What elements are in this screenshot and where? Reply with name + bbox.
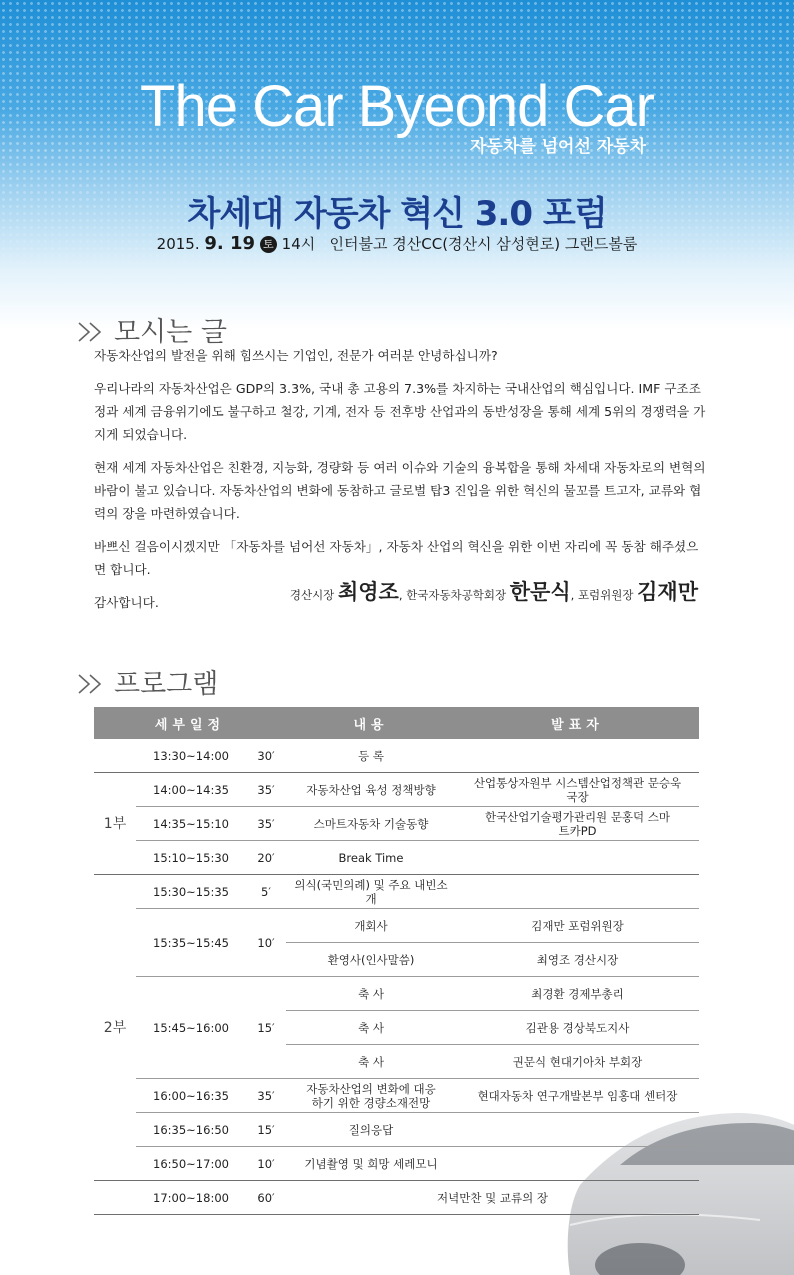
time-cell: 16:50~17:00: [136, 1147, 246, 1181]
speaker-cell: [456, 739, 699, 773]
content-cell: 자동차산업 육성 정책방향: [286, 773, 456, 807]
event-year: 2015.: [156, 235, 200, 253]
letter-paragraph: 현재 세계 자동차산업은 친환경, 지능화, 경량화 등 여러 이슈와 기술의 융복합을 통해 차세대 자동차로의 변혁의 바람이 불고 있습니다. 자동차산업의 변화에 동참하고 글로벌 탑3 진입을 위한 혁신의 물꼬를 트고자, 교류와 협력의 장을 마련하였습니다.: [94, 460, 706, 521]
duration-cell: 5′: [246, 875, 286, 909]
speaker-cell: [456, 841, 699, 875]
signer-title: 포럼위원장: [577, 588, 634, 602]
signer-name: 한문식: [509, 579, 571, 604]
column-header-schedule: 세부일정: [94, 707, 286, 739]
subtitle-korean: 자동차를 넘어선 자동차: [470, 137, 647, 157]
time-cell: 14:00~14:35: [136, 773, 246, 807]
table-row: [94, 1079, 699, 1113]
table-row: [94, 1181, 699, 1215]
speaker-cell: 한국산업기술평가관리원 문홍덕 스마트카PD: [456, 807, 699, 841]
table-row: [94, 773, 699, 807]
content-cell: 질의응답: [286, 1113, 456, 1147]
duration-cell: 30′: [246, 739, 286, 773]
table-row: [94, 807, 699, 841]
event-date: 9. 19: [204, 233, 256, 254]
speaker-cell: 산업통상자원부 시스템산업정책관 문승욱 국장: [456, 773, 699, 807]
duration-cell: 35′: [246, 773, 286, 807]
signer-title: 경산시장: [289, 588, 335, 602]
part-label: 2부: [94, 875, 136, 1181]
speaker-cell: [456, 875, 699, 909]
part-label: 1부: [94, 773, 136, 875]
double-chevron-icon: [76, 321, 108, 343]
content-cell: 등 록: [286, 739, 456, 773]
duration-cell: 60′: [246, 1181, 286, 1215]
speaker-cell: [456, 1147, 699, 1181]
letter-paragraph: 감사합니다.: [94, 595, 159, 610]
invitation-letter: [94, 344, 706, 614]
speaker-cell: 현대자동차 연구개발본부 임홍대 센터장: [456, 1079, 699, 1113]
event-time: 14시: [281, 235, 316, 253]
duration-cell: 15′: [246, 1113, 286, 1147]
duration-cell: 35′: [246, 807, 286, 841]
part-cell: [94, 739, 136, 773]
content-cell: 저녁만찬 및 교류의 장: [286, 1181, 699, 1215]
time-cell: 13:30~14:00: [136, 739, 246, 773]
time-cell: 15:10~15:30: [136, 841, 246, 875]
content-cell: 자동차산업의 변화에 대응하기 위한 경량소재전망: [286, 1079, 456, 1113]
letter-paragraph: 자동차산업의 발전을 위해 힘쓰시는 기업인, 전문가 여러분 안녕하십니까?: [94, 348, 498, 363]
signature-line: 경산시장 최영조, 한국자동차공학회장 한문식, 포럼위원장 김재만: [289, 579, 698, 604]
column-header-speaker: 발표자: [456, 707, 699, 739]
invitation-heading-text: 모시는 글: [114, 317, 227, 348]
signer-name: 김재만: [637, 579, 698, 604]
speaker-cell: 김관용 경상북도지사: [456, 1011, 699, 1045]
part-cell: [94, 1181, 136, 1215]
content-cell: 개회사: [286, 909, 456, 943]
double-chevron-icon: [76, 673, 108, 695]
speaker-cell: 권문식 현대기아차 부회장: [456, 1045, 699, 1079]
speaker-cell: [456, 1113, 699, 1147]
time-cell: 14:35~15:10: [136, 807, 246, 841]
time-cell: 16:00~16:35: [136, 1079, 246, 1113]
duration-cell: 20′: [246, 841, 286, 875]
time-cell: 17:00~18:00: [136, 1181, 246, 1215]
table-row: [94, 739, 699, 773]
program-heading: [76, 662, 218, 701]
signer-title: 한국자동차공학회장: [406, 588, 507, 602]
table-row: [94, 1147, 699, 1181]
content-cell: 축 사: [286, 1011, 456, 1045]
title-english: The Car Byeond Car: [140, 74, 654, 139]
duration-cell: 35′: [246, 1079, 286, 1113]
event-day-badge: 토: [260, 236, 277, 253]
content-cell: 기념촬영 및 희망 세레모니: [286, 1147, 456, 1181]
duration-cell: 10′: [246, 1147, 286, 1181]
content-cell: 스마트자동차 기술동향: [286, 807, 456, 841]
table-header-row: [94, 707, 699, 739]
time-cell: 15:45~16:00: [136, 977, 246, 1079]
event-venue: 인터불고 경산CC(경산시 삼성현로) 그랜드볼룸: [329, 235, 638, 253]
speaker-cell: 김재만 포럼위원장: [456, 909, 699, 943]
content-cell: Break Time: [286, 841, 456, 875]
forum-title: 차세대 자동차 혁신 3.0 포럼: [187, 194, 607, 234]
column-header-content: 내용: [286, 707, 456, 739]
program-table: [94, 707, 699, 1215]
time-cell: 16:35~16:50: [136, 1113, 246, 1147]
letter-paragraph: 바쁘신 걸음이시겠지만 「자동차를 넘어선 자동차」, 자동차 산업의 혁신을 위한 이번 자리에 꼭 동참 해주셨으면 합니다.: [94, 539, 699, 577]
content-cell: 축 사: [286, 1045, 456, 1079]
letter-paragraph: 우리나라의 자동차산업은 GDP의 3.3%, 국내 총 고용의 7.3%를 차지하는 국내산업의 핵심입니다. IMF 구조조정과 세계 금융위기에도 불구하고 철강, 기계, 전자 등 전후방 산업과의 동반성장을 통해 세계 5위의 경쟁력을 가지게 되었습니다.: [94, 381, 706, 442]
duration-cell: 10′: [246, 909, 286, 977]
table-row: [94, 841, 699, 875]
table-row: [94, 909, 699, 943]
event-info: [0, 233, 794, 254]
speaker-cell: 최영조 경산시장: [456, 943, 699, 977]
time-cell: 15:35~15:45: [136, 909, 246, 977]
time-cell: 15:30~15:35: [136, 875, 246, 909]
signer-name: 최영조: [337, 579, 399, 604]
duration-cell: 15′: [246, 977, 286, 1079]
speaker-cell: 최경환 경제부총리: [456, 977, 699, 1011]
table-row: [94, 875, 699, 909]
content-cell: 축 사: [286, 977, 456, 1011]
content-cell: 의식(국민의례) 및 주요 내빈소개: [286, 875, 456, 909]
world-map-pattern: [0, 0, 794, 300]
table-row: [94, 1113, 699, 1147]
program-heading-text: 프로그램: [114, 669, 219, 700]
content-cell: 환영사(인사말씀): [286, 943, 456, 977]
table-row: [94, 977, 699, 1011]
